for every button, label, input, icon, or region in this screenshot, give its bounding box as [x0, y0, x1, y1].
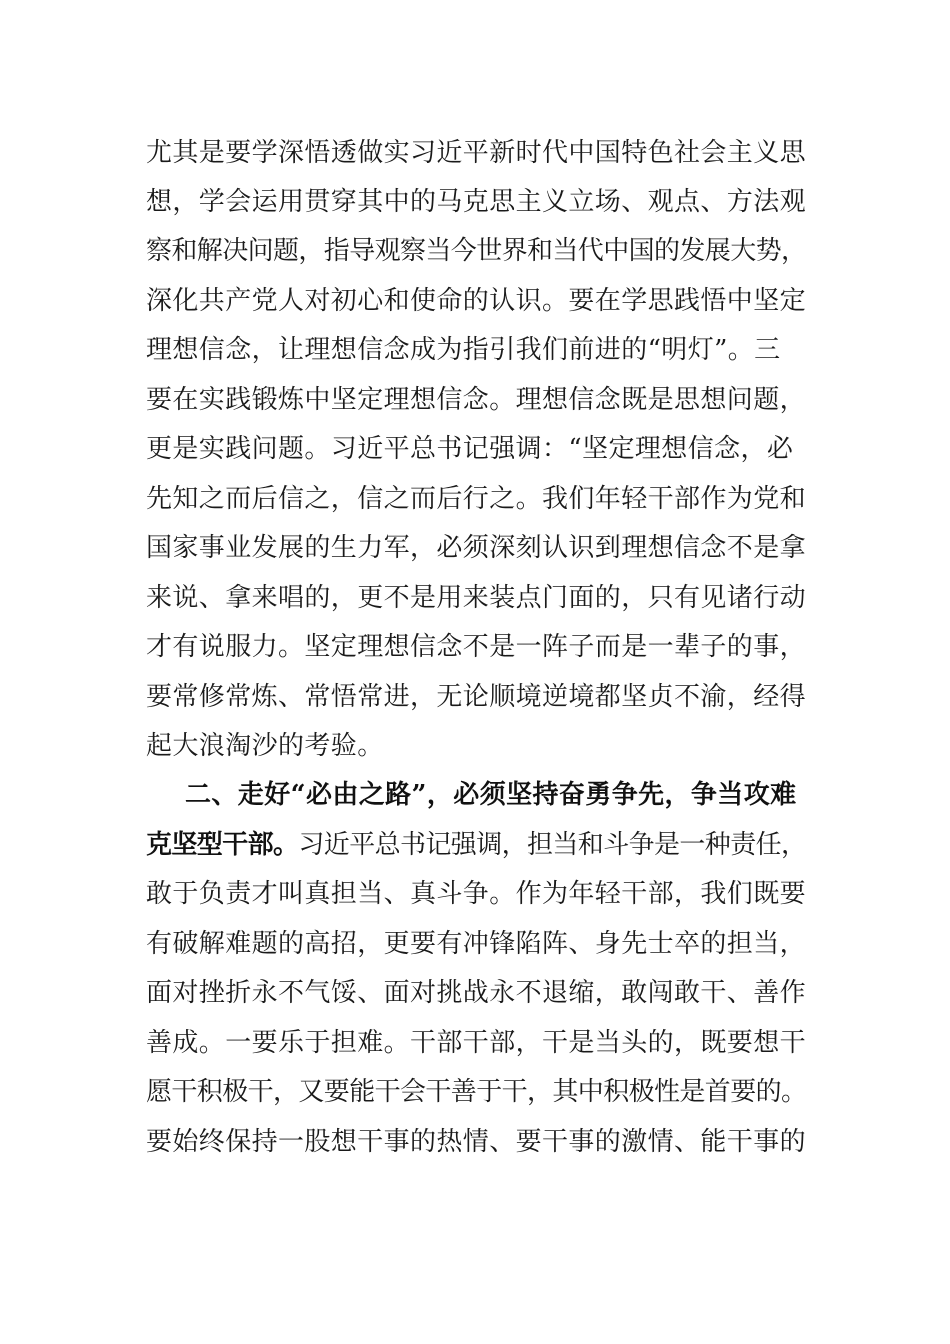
section-heading: 二、走好“必由之路”，必须坚持奋勇争先，争当攻难: [185, 780, 797, 810]
text-line: 察和解决问题，指导观察当今世界和当代中国的发展大势，: [146, 236, 807, 266]
text-line: 更是实践问题。习近平总书记强调：“坚定理想信念，必: [146, 434, 794, 464]
text-line: 愿干积极干，又要能干会干善于干，其中积极性是首要的。: [146, 1077, 807, 1107]
text-line: 要常修常炼、常悟常进，无论顺境逆境都坚贞不渝，经得: [146, 682, 807, 712]
section-heading-continuation: [146, 828, 806, 862]
section-body-start: 习近平总书记强调，担当和斗争是一种责任，: [298, 830, 807, 860]
text-line: 敢于负责才叫真担当、真斗争。作为年轻干部，我们既要: [146, 879, 807, 909]
text-line: 尤其是要学深悟透做实习近平新时代中国特色社会主义思: [146, 138, 807, 168]
text-line: 深化共产党人对初心和使命的认识。要在学思践悟中坚定: [146, 286, 807, 316]
text-line: 先知之而后信之，信之而后行之。我们年轻干部作为党和: [146, 484, 807, 514]
text-line: 要始终保持一股想干事的热情、要干事的激情、能干事的: [146, 1127, 807, 1157]
text-line: 才有说服力。坚定理想信念不是一阵子而是一辈子的事，: [146, 632, 807, 662]
text-line: 有破解难题的高招，更要有冲锋陷阵、身先士卒的担当，: [146, 929, 807, 959]
text-line: 国家事业发展的生力军，必须深刻认识到理想信念不是拿: [146, 533, 807, 563]
text-line: 来说、拿来唱的，更不是用来装点门面的，只有见诸行动: [146, 583, 807, 613]
text-line: 面对挫折永不气馁、面对挑战永不退缩，敢闯敢干、善作: [146, 978, 807, 1008]
text-line: 要在实践锻炼中坚定理想信念。理想信念既是思想问题，: [146, 385, 807, 415]
text-line: 想，学会运用贯穿其中的马克思主义立场、观点、方法观: [146, 187, 807, 217]
text-line: 善成。一要乐于担难。干部干部，干是当头的，既要想干: [146, 1028, 807, 1058]
text-line: 理想信念，让理想信念成为指引我们前进的“明灯”。三: [146, 335, 781, 365]
text-line: 起大浪淘沙的考验。: [146, 731, 384, 761]
section-heading-end: 克坚型干部。: [146, 830, 299, 860]
